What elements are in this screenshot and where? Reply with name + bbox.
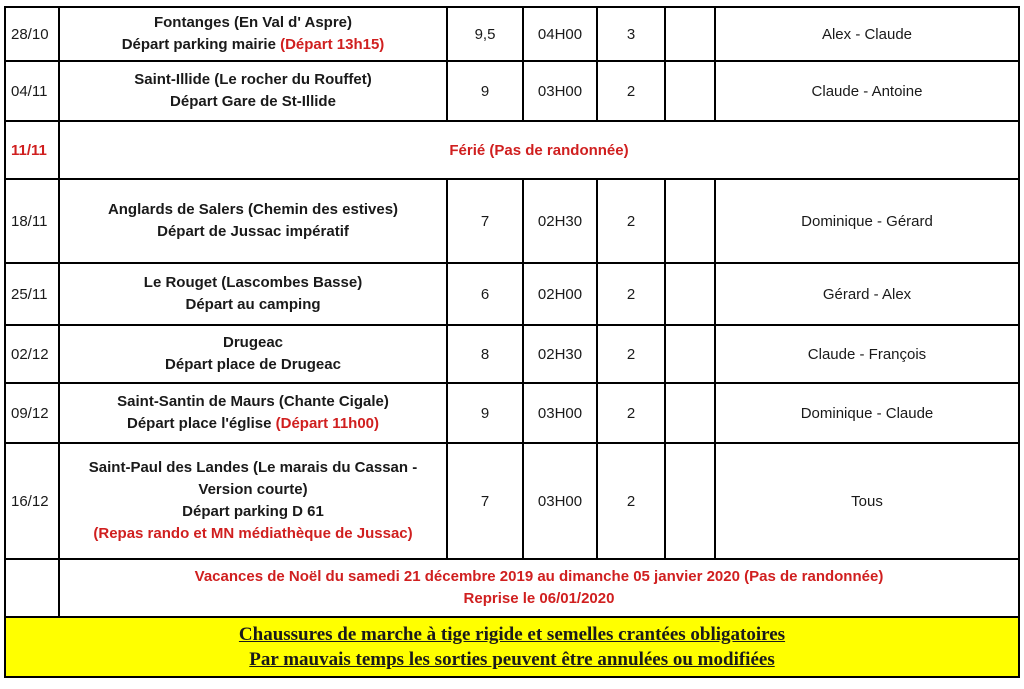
place-cell [59, 325, 447, 383]
distance-cell: 8 [447, 325, 523, 383]
place-name-continued: Version courte) [198, 481, 308, 498]
date-cell [5, 559, 59, 617]
table-row [5, 383, 1019, 443]
date-cell: 16/12 [5, 443, 59, 559]
table-row [5, 325, 1019, 383]
place-name: Saint-Paul des Landes (Le marais du Cassan - [88, 459, 418, 476]
place-name: Saint-Santin de Maurs (Chante Cigale) [117, 393, 389, 410]
departure-info: Départ Gare de St-Illide [170, 93, 336, 110]
departure-info: Départ parking D 61 [182, 503, 324, 520]
place-cell [59, 7, 447, 61]
guides-cell: Gérard - Alex [715, 263, 1019, 325]
footer-notice [5, 617, 1019, 677]
table-row [5, 263, 1019, 325]
guides-cell: Claude - Antoine [715, 61, 1019, 121]
date-cell: 18/11 [5, 179, 59, 263]
empty-cell [665, 383, 715, 443]
guides-cell: Tous [715, 443, 1019, 559]
table-row [5, 61, 1019, 121]
empty-cell [665, 179, 715, 263]
empty-cell [665, 7, 715, 61]
departure-info: Départ place de Drugeac [165, 356, 341, 373]
vacation-row [5, 559, 1019, 617]
duration-cell: 02H30 [523, 179, 597, 263]
date-cell: 28/10 [5, 7, 59, 61]
table-row [5, 443, 1019, 559]
date-cell: 25/11 [5, 263, 59, 325]
distance-cell: 9 [447, 383, 523, 443]
departure-info: Départ au camping [185, 296, 321, 313]
duration-cell: 02H30 [523, 325, 597, 383]
departure-info: Départ de Jussac impératif [157, 223, 349, 240]
empty-cell [665, 443, 715, 559]
duration-cell: 03H00 [523, 443, 597, 559]
empty-cell [665, 325, 715, 383]
holiday-row [5, 121, 1019, 179]
departure-info [64, 34, 442, 56]
guides-cell: Alex - Claude [715, 7, 1019, 61]
duration-cell: 02H00 [523, 263, 597, 325]
distance-cell: 7 [447, 179, 523, 263]
place-name: Saint-Illide (Le rocher du Rouffet) [134, 71, 372, 88]
date-cell: 11/11 [5, 121, 59, 179]
departure-note: (Départ 13h15) [280, 36, 385, 53]
hike-schedule-table [4, 6, 1020, 678]
level-cell: 2 [597, 383, 665, 443]
place-name: Le Rouget (Lascombes Basse) [143, 274, 363, 291]
level-cell: 2 [597, 61, 665, 121]
vacation-notice: Vacances de Noël du samedi 21 décembre 2019 au dimanche 05 janvier 2020 (Pas de randonnée) [194, 568, 884, 585]
duration-cell: 04H00 [523, 7, 597, 61]
place-name: Drugeac [222, 334, 284, 351]
distance-cell: 9 [447, 61, 523, 121]
duration-cell: 03H00 [523, 61, 597, 121]
departure-info [64, 413, 442, 435]
distance-cell: 6 [447, 263, 523, 325]
empty-cell [665, 263, 715, 325]
guides-cell: Dominique - Claude [715, 383, 1019, 443]
level-cell: 2 [597, 325, 665, 383]
guides-cell: Dominique - Gérard [715, 179, 1019, 263]
departure-note: (Repas rando et MN médiathèque de Jussac) [93, 525, 413, 542]
guides-cell: Claude - François [715, 325, 1019, 383]
distance-cell: 7 [447, 443, 523, 559]
footwear-notice: Chaussures de marche à tige rigide et semelles crantées obligatoires [238, 624, 786, 645]
date-cell: 09/12 [5, 383, 59, 443]
empty-cell [665, 61, 715, 121]
footer-notice-row [5, 617, 1019, 677]
departure-text: Départ place l'église [126, 415, 272, 432]
place-cell [59, 61, 447, 121]
level-cell: 2 [597, 443, 665, 559]
level-cell: 2 [597, 179, 665, 263]
level-cell: 2 [597, 263, 665, 325]
table-row [5, 7, 1019, 61]
place-cell [59, 179, 447, 263]
weather-notice: Par mauvais temps les sorties peuvent être annulées ou modifiées [249, 649, 775, 670]
place-name: Anglards de Salers (Chemin des estives) [107, 201, 399, 218]
duration-cell: 03H00 [523, 383, 597, 443]
level-cell: 3 [597, 7, 665, 61]
resume-date: Reprise le 06/01/2020 [463, 590, 615, 607]
distance-cell: 9,5 [447, 7, 523, 61]
departure-text: Départ parking mairie [121, 36, 276, 53]
vacation-cell [59, 559, 1019, 617]
holiday-cell: Férié (Pas de randonnée) [59, 121, 1019, 179]
place-name: Fontanges (En Val d' Aspre) [153, 14, 353, 31]
table-row [5, 179, 1019, 263]
date-cell: 04/11 [5, 61, 59, 121]
place-cell [59, 443, 447, 559]
departure-note: (Départ 11h00) [275, 415, 379, 432]
date-cell: 02/12 [5, 325, 59, 383]
place-cell [59, 383, 447, 443]
place-cell [59, 263, 447, 325]
